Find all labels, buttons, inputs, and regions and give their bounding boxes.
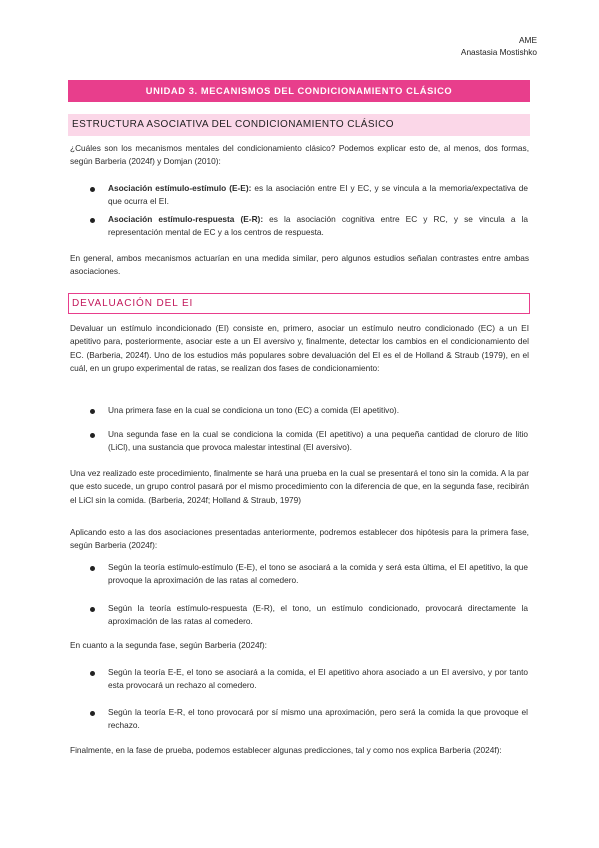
assoc-item-er bbox=[108, 213, 528, 240]
assoc-term: Asociación estímulo-respuesta (E-R): bbox=[108, 214, 264, 224]
bullet-icon bbox=[90, 433, 95, 438]
bullet-icon bbox=[90, 671, 95, 676]
bullet-icon bbox=[90, 607, 95, 612]
subsection-title: DEVALUACIÓN DEL EI bbox=[68, 293, 530, 314]
unit-title: UNIDAD 3. MECANISMOS DEL CONDICIONAMIENTO CLÁSICO bbox=[68, 80, 530, 102]
intro-paragraph: ¿Cuáles son los mecanismos mentales del condicionamiento clásico? Podemos explicar esto de, al menos, dos formas, según Barberia (2024f) y Domjan (2010): bbox=[70, 143, 529, 167]
bullet-icon bbox=[90, 566, 95, 571]
assoc-item-ee bbox=[108, 182, 528, 209]
header-course: AME bbox=[519, 35, 537, 45]
assoc-text: es la asociación cognitiva entre EC y RC, y se vincula a la representación mental de EC y a los centros de respuesta. bbox=[108, 214, 529, 238]
bullet-icon bbox=[90, 187, 95, 192]
assoc-term: Asociación estímulo-estímulo (E-E): bbox=[108, 183, 252, 193]
second-phase-hypothesis: Según la teoría E-R, el tono provocará por sí mismo una aproximación, pero será la comida la que provoque el rechazo. bbox=[108, 707, 528, 731]
second-phase-intro: En cuanto a la segunda fase, según Barberia (2024f): bbox=[70, 640, 267, 650]
first-phase-hypothesis: Según la teoría estímulo-respuesta (E-R), el tono, un estímulo condicionado, provocará directamente la aproximación de las ratas al comedero. bbox=[108, 603, 528, 627]
phase-item: Una primera fase en la cual se condiciona un tono (EC) a comida (EI apetitivo). bbox=[108, 405, 399, 415]
header-author: Anastasia Mostishko bbox=[460, 47, 537, 57]
first-phase-hypothesis: Según la teoría estímulo-estímulo (E-E), el tono se asociará a la comida y será esta última, el EI apetitivo, la que provoque la aproximación de las ratas al comedero. bbox=[108, 562, 528, 586]
bullet-icon bbox=[90, 711, 95, 716]
bullet-icon bbox=[90, 218, 95, 223]
devaluation-paragraph-2: Una vez realizado este procedimiento, finalmente se hará una prueba en la cual se presentará el tono sin la comida. A la par que esto sucede, un grupo control pasará por el mismo procedimiento con la diferencia de que, en la segunda fase, recibirán el LiCl sin la comida. (Barberia, 2024f; Holland & Straub, 1979) bbox=[70, 468, 529, 505]
second-phase-hypothesis: Según la teoría E-E, el tono se asociará a la comida, el EI apetitivo ahora asociado a un EI aversivo, y por tanto esta provocará un rechazo al comedero. bbox=[108, 667, 528, 691]
general-paragraph: En general, ambos mecanismos actuarían en una medida similar, pero algunos estudios señalan contrastes entre ambas asociaciones. bbox=[70, 253, 529, 277]
phase-item: Una segunda fase en la cual se condiciona la comida (EI apetitivo) a una pequeña cantidad de cloruro de litio (LiCl), una sustancia que provoca malestar intestinal (EI aversivo). bbox=[108, 429, 528, 453]
bullet-icon bbox=[90, 409, 95, 414]
assoc-text: es la asociación entre EI y EC, y se vincula a la memoria/expectativa de que ocurra el EI. bbox=[108, 183, 528, 207]
devaluation-paragraph-1: Devaluar un estímulo incondicionado (EI) consiste en, primero, asociar un estímulo neutro condicionado (EC) a un EI apetitivo para, posteriormente, asociar este a un EI aversivo y, finalmente, detectar los cambios en el condicionamiento del EC. (Barberia, 2024f). Uno de los estudios más populares sobre devaluación del EI es el de Holland & Straub (1979), en el cuál, en un grupo experimental de ratas, se realizan dos fases de condicionamiento: bbox=[70, 323, 529, 373]
hypotheses-paragraph: Aplicando esto a las dos asociaciones presentadas anteriormente, podremos establecer dos hipótesis para la primera fase, según Barberia (2024f): bbox=[70, 527, 529, 551]
page-header bbox=[461, 34, 537, 58]
section-title: ESTRUCTURA ASOCIATIVA DEL CONDICIONAMIENTO CLÁSICO bbox=[68, 114, 530, 136]
final-paragraph: Finalmente, en la fase de prueba, podemos establecer algunas predicciones, tal y como nos explica Barberia (2024f): bbox=[70, 745, 502, 755]
